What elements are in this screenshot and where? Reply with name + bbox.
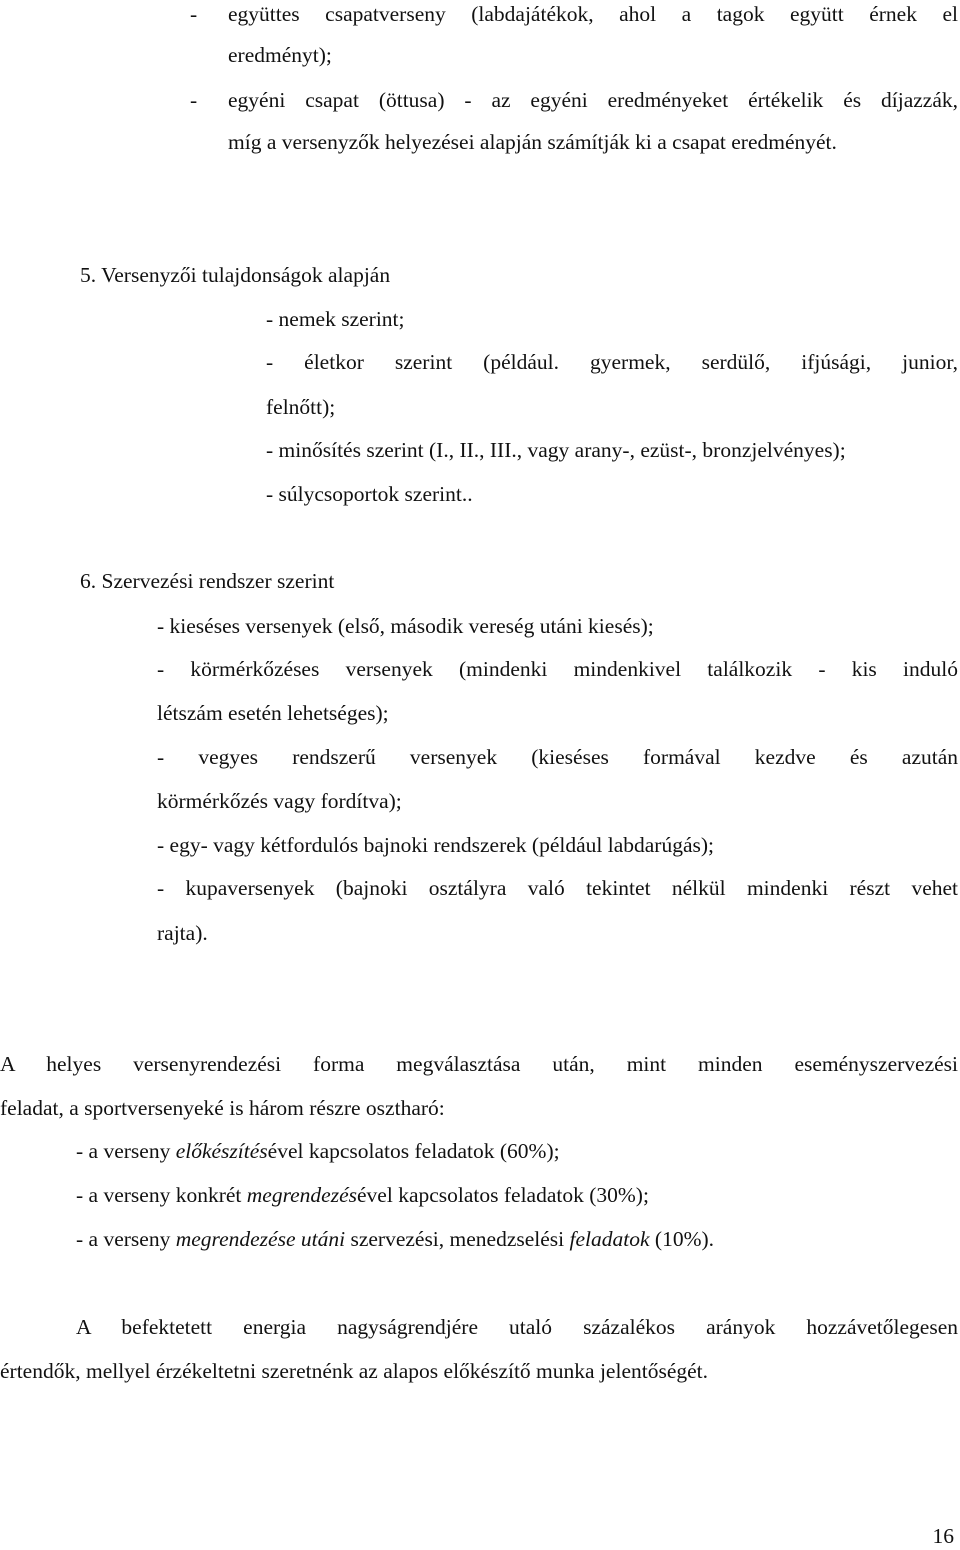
page-number: 16: [932, 1524, 954, 1548]
list-item-line: eredményt);: [228, 43, 332, 67]
section-heading: 6. Szervezési rendszer szerint: [80, 569, 335, 593]
list-item-line: együttes csapatverseny (labdajátékok, ahol a tagok együtt érnek el: [228, 2, 958, 26]
list-item: - kieséses versenyek (első, második vereség utáni kiesés);: [157, 614, 654, 638]
list-item-line: míg a versenyzők helyezései alapján számítják ki a csapat eredményét.: [228, 130, 837, 154]
list-item: - egy- vagy kétfordulós bajnoki rendszerek (például labdarúgás);: [157, 833, 715, 857]
list-item: felnőtt);: [266, 395, 336, 419]
emphasis-text: megrendezése utáni: [175, 1227, 346, 1251]
emphasis-text: megrendezés: [246, 1183, 358, 1207]
list-item: - vegyes rendszerű versenyek (kieséses formával kezdve és azután: [157, 745, 958, 769]
emphasis-text: feladatok: [569, 1227, 650, 1251]
section-heading: 5. Versenyzői tulajdonságok alapján: [80, 263, 391, 287]
list-item: [76, 1225, 714, 1253]
paragraph-line: feladat, a sportversenyeké is három részre osztharó:: [0, 1096, 445, 1120]
list-item-text: szervezési, menedzselési: [345, 1227, 570, 1251]
paragraph-line: A befektetett energia nagyságrendjére utaló százalékos arányok hozzávetőlegesen: [76, 1315, 958, 1339]
list-item: - súlycsoportok szerint..: [266, 482, 473, 506]
emphasis-text: előkészítés: [175, 1139, 268, 1163]
list-item: - kupaversenyek (bajnoki osztályra való tekintet nélkül mindenki részt vehet: [157, 876, 958, 900]
list-dash: -: [190, 88, 198, 112]
list-item-text: - a verseny: [76, 1139, 176, 1163]
list-item: - nemek szerint;: [266, 307, 405, 331]
list-item: [76, 1181, 649, 1209]
list-item-text: (10%).: [649, 1227, 715, 1251]
list-item-text: - a verseny konkrét: [76, 1183, 247, 1207]
list-item-text: ével kapcsolatos feladatok (30%);: [357, 1183, 649, 1207]
list-dash: -: [190, 2, 198, 26]
list-item: - életkor szerint (például. gyermek, serdülő, ifjúsági, junior,: [266, 350, 958, 374]
list-item-line: egyéni csapat (öttusa) - az egyéni eredményeket értékelik és díjazzák,: [228, 88, 958, 112]
list-item: rajta).: [157, 921, 208, 945]
list-item: - körmérkőzéses versenyek (mindenki mindenkivel találkozik - kis induló: [157, 657, 958, 681]
list-item-text: ével kapcsolatos feladatok (60%);: [267, 1139, 560, 1163]
list-item: létszám esetén lehetséges);: [157, 701, 389, 725]
list-item-text: - a verseny: [76, 1227, 176, 1251]
paragraph-line: értendők, mellyel érzékeltetni szeretnénk az alapos előkészítő munka jelentőségét.: [0, 1359, 709, 1383]
list-item: körmérkőzés vagy fordítva);: [157, 789, 402, 813]
paragraph-line: A helyes versenyrendezési forma megválasztása után, mint minden eseményszervezési: [0, 1052, 958, 1076]
list-item: - minősítés szerint (I., II., III., vagy arany-, ezüst-, bronzjelvényes);: [266, 438, 846, 462]
list-item: [76, 1137, 560, 1165]
